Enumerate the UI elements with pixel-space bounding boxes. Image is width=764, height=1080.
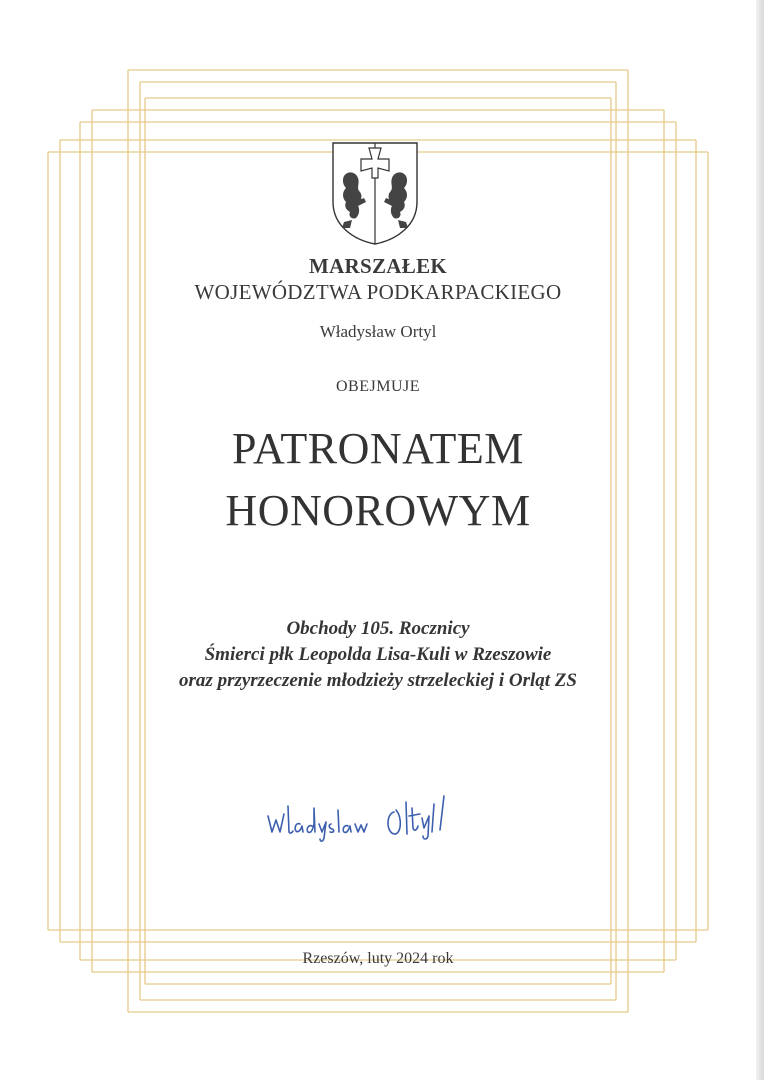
event-line-1: Obchody 105. Rocznicy bbox=[286, 618, 470, 639]
event-line-2: Śmierci płk Leopolda Lisa-Kuli w Rzeszowie bbox=[204, 644, 552, 665]
main-title-line-2: HONOROWYM bbox=[225, 486, 531, 535]
person-name: Władysław Ortyl bbox=[319, 322, 437, 341]
authority-line-2: WOJEWÓDZTWA PODKARPACKIEGO bbox=[194, 280, 562, 304]
event-line-3: oraz przyrzeczenie młodzieży strzeleckiej i Orląt ZS bbox=[179, 670, 577, 691]
main-title bbox=[0, 418, 756, 542]
verb-text: OBEJMUJE bbox=[335, 378, 420, 395]
place-and-date: Rzeszów, luty 2024 rok bbox=[302, 950, 454, 967]
handwritten-signature bbox=[262, 784, 472, 844]
main-title-line-1: PATRONATEM bbox=[232, 424, 524, 473]
event-description bbox=[0, 616, 756, 694]
issuing-authority bbox=[0, 253, 756, 305]
coat-of-arms-icon bbox=[330, 140, 420, 246]
authority-line-1: MARSZAŁEK bbox=[308, 254, 448, 278]
